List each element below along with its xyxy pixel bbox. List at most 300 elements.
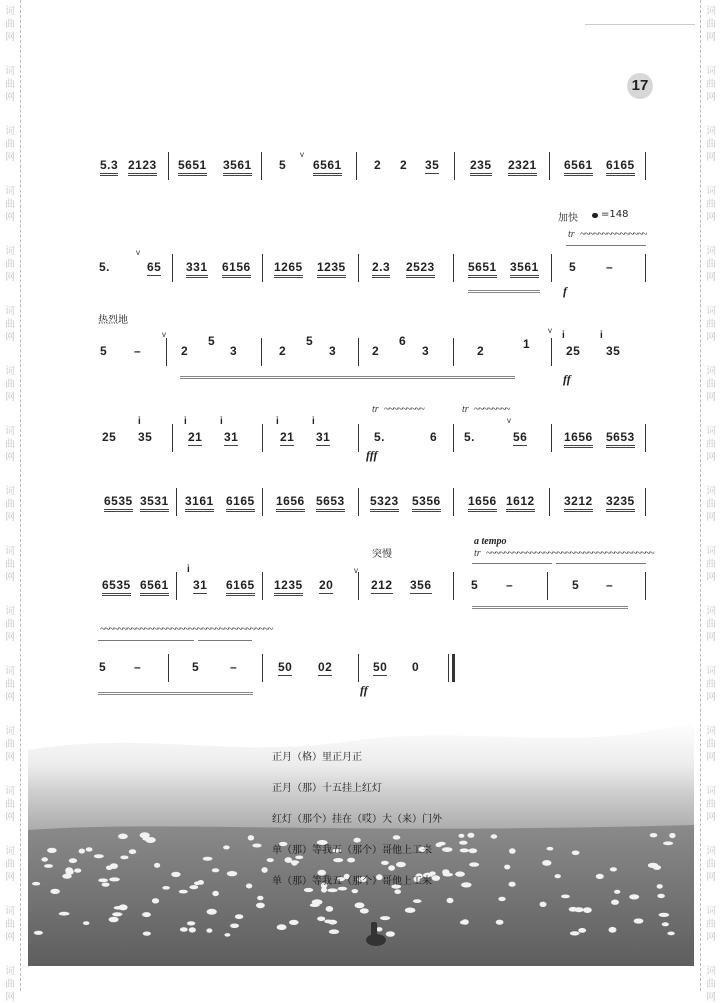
score-row-1: [96, 150, 656, 182]
barline: [549, 488, 550, 516]
trill-mark: tr: [462, 404, 469, 415]
sheep-shape: [405, 908, 416, 913]
watermark-glyph: 曲: [706, 859, 716, 870]
sheep-shape: [468, 848, 477, 853]
note-group: 1265: [274, 260, 303, 278]
dynamic-f: f: [563, 284, 567, 298]
sheep-shape: [609, 927, 617, 933]
sheep-shape: [79, 849, 85, 854]
sheep-shape: [112, 912, 122, 916]
note-group: 3212: [564, 494, 593, 512]
barline: [358, 338, 359, 366]
sheep-shape: [171, 872, 180, 877]
watermark-glyph: 词: [706, 6, 716, 17]
note-group: 6: [430, 430, 438, 444]
note-group: 02: [318, 660, 333, 674]
watermark-glyph: 曲: [5, 799, 15, 810]
note-group: 6156: [222, 260, 251, 278]
note-group: 5356: [412, 494, 441, 512]
barline: [645, 424, 646, 452]
sheep-shape: [610, 867, 617, 871]
sheep-shape: [129, 849, 136, 854]
sheep-shape: [50, 889, 60, 894]
sheep-shape: [324, 920, 332, 924]
sheep-shape: [574, 907, 583, 912]
watermark-glyph: 曲: [706, 559, 716, 570]
sheep-shape: [227, 871, 238, 876]
score-row-7: [96, 660, 656, 684]
sheep-shape: [207, 909, 217, 915]
watermark-glyph: 网: [706, 632, 716, 643]
note-group: 31: [193, 578, 208, 592]
note-group: 50: [278, 660, 293, 674]
watermark-glyph: 曲: [5, 679, 15, 690]
barline: [358, 572, 359, 600]
grace-note: i: [184, 416, 188, 427]
sheep-shape: [648, 863, 658, 868]
header-rule: [585, 24, 695, 25]
watermark-glyph: 词: [5, 66, 15, 77]
note-group: 5651: [178, 158, 207, 176]
sheep-shape: [180, 927, 188, 932]
sheep-shape: [469, 862, 479, 866]
watermark-glyph: 词: [5, 606, 15, 617]
sheep-shape: [659, 913, 670, 917]
dynamic-ff: ff: [360, 683, 368, 697]
note-group: 331: [186, 260, 208, 278]
watermark-glyph: 词: [5, 966, 15, 977]
tempo-value: =148: [601, 209, 629, 220]
watermark-glyph: 网: [5, 152, 15, 163]
sheep-shape: [355, 902, 365, 908]
sheep-shape: [295, 856, 303, 860]
sheep-shape: [386, 931, 395, 937]
sheep-shape: [212, 891, 219, 896]
watermark-glyph: 词: [706, 366, 716, 377]
note-group: 31: [224, 430, 239, 444]
trill-wave: ~~~~~~~~: [474, 404, 510, 415]
page-number: 17: [627, 73, 653, 99]
watermark-glyph: 词: [5, 546, 15, 557]
trill-mark: tr: [372, 404, 379, 415]
watermark-glyph: 网: [5, 92, 15, 103]
sheep-shape: [44, 864, 53, 868]
sheep-shape: [669, 833, 675, 838]
barline: [547, 572, 548, 600]
grace-note: i: [600, 330, 604, 341]
note-group: –: [134, 344, 142, 358]
note-group: 5: [100, 344, 108, 358]
barline: [454, 152, 455, 180]
watermark-glyph: 曲: [706, 499, 716, 510]
grace-note: i: [312, 416, 316, 427]
sheep-shape: [333, 858, 343, 862]
watermark-glyph: 网: [706, 572, 716, 583]
dynamic-ff: ff: [563, 372, 571, 386]
sheep-shape: [310, 903, 320, 907]
note-group: 6535: [102, 578, 131, 596]
note-group: 31: [316, 430, 331, 444]
note-group: 2523: [406, 260, 435, 278]
crescendo-line: [472, 606, 628, 609]
grace-note: i: [276, 416, 280, 427]
sheep-shape: [189, 927, 196, 932]
watermark-glyph: 网: [5, 212, 15, 223]
lyric-line: 单（那）等我五（那个）哥他上工来: [272, 876, 432, 887]
watermark-glyph: 词: [5, 366, 15, 377]
barline: [453, 424, 454, 452]
watermark-glyph: 曲: [706, 199, 716, 210]
barline: [551, 254, 552, 282]
watermark-glyph: 词: [5, 486, 15, 497]
barline: [358, 424, 359, 452]
sheep-shape: [69, 858, 77, 863]
note-group: 3: [422, 344, 430, 358]
score-row-6: [96, 564, 656, 602]
note-group: 235: [470, 158, 492, 176]
barline: [172, 424, 173, 452]
watermark-glyph: 网: [5, 812, 15, 823]
sheep-shape: [629, 894, 639, 899]
watermark-glyph: 网: [706, 332, 716, 343]
sheep-shape: [34, 931, 43, 935]
tie-line: [566, 245, 646, 246]
breath-mark: v: [162, 330, 166, 339]
sheep-shape: [394, 889, 401, 894]
sheep-shape: [570, 931, 580, 935]
barline: [645, 254, 646, 282]
barline: [645, 488, 646, 516]
barline: [172, 254, 173, 282]
barline: [551, 424, 552, 452]
sheep-shape: [304, 888, 313, 892]
final-barline-thick: [452, 654, 455, 682]
note-group: 5653: [606, 430, 635, 448]
note-group: 5: [471, 578, 479, 592]
watermark-glyph: 曲: [706, 79, 716, 90]
watermark-glyph: 词: [5, 246, 15, 257]
sheep-shape: [662, 922, 669, 926]
watermark-glyph: 网: [706, 992, 716, 1003]
watermark-glyph: 网: [706, 512, 716, 523]
note-group: 2123: [128, 158, 157, 176]
crescendo-line: [180, 376, 515, 379]
sheep-shape: [329, 929, 339, 934]
sheep-shape: [657, 884, 663, 889]
watermark-glyph: 词: [5, 786, 15, 797]
breath-mark: v: [507, 416, 511, 425]
watermark-glyph: 网: [706, 872, 716, 883]
watermark-glyph: 网: [5, 632, 15, 643]
sheep-shape: [596, 874, 604, 879]
watermark-glyph: 词: [5, 666, 15, 677]
sheep-shape: [393, 835, 401, 839]
note-group: 2: [374, 158, 382, 172]
barline: [453, 254, 454, 282]
note-group: 3561: [510, 260, 539, 278]
barline: [168, 654, 169, 682]
trill-mark: tr: [568, 229, 575, 240]
watermark-glyph: 网: [5, 392, 15, 403]
note-group: 6561: [140, 578, 169, 596]
watermark-glyph: 曲: [5, 19, 15, 30]
sheep-shape: [47, 848, 57, 853]
sheep-shape: [162, 886, 170, 890]
sheep-shape: [498, 897, 505, 901]
note-group: 2: [279, 344, 287, 358]
note-group: 3531: [140, 494, 169, 512]
watermark-glyph: 网: [5, 332, 15, 343]
sheep-shape: [650, 833, 658, 837]
sheep-shape: [460, 920, 467, 924]
sheep-shape: [189, 885, 198, 889]
watermark-glyph: 曲: [5, 379, 15, 390]
sheep-shape: [455, 871, 465, 876]
note-group: 35: [138, 430, 153, 444]
sheep-shape: [540, 902, 547, 907]
sheep-shape: [572, 851, 580, 856]
watermark-glyph: 词: [5, 846, 15, 857]
note-group: 6165: [226, 578, 255, 596]
watermark-glyph: 网: [706, 392, 716, 403]
note-group: 35: [606, 344, 621, 358]
watermark-glyph: 网: [5, 32, 15, 43]
note-group: 356: [410, 578, 432, 592]
watermark-glyph: 曲: [5, 79, 15, 90]
sheep-shape: [360, 908, 369, 913]
watermark-glyph: 曲: [5, 979, 15, 990]
trill-wave: ~~~~~~~~~~~~~~~~~~~~~~~~~~~~~~~~~~~~~~: [486, 548, 654, 559]
quarter-note-icon: [592, 213, 598, 218]
sheep-shape: [267, 858, 274, 862]
watermark-glyph: 曲: [706, 679, 716, 690]
sheep-shape: [277, 924, 287, 930]
watermark-glyph: 词: [706, 906, 716, 917]
sheep-shape: [663, 841, 673, 845]
barline: [549, 152, 550, 180]
watermark-glyph: 曲: [5, 139, 15, 150]
expression-sudden-slow: 突慢: [372, 549, 392, 560]
sheep-shape: [140, 832, 150, 838]
watermark-glyph: 词: [706, 126, 716, 137]
sheep-shape: [458, 834, 464, 838]
note-group: 65: [147, 260, 162, 274]
note-group: 5323: [370, 494, 399, 512]
sheep-shape: [442, 847, 453, 852]
note-group: 1656: [468, 494, 497, 512]
sheep-shape: [194, 881, 200, 885]
note-group: 25: [102, 430, 117, 444]
note-group: 1656: [276, 494, 305, 512]
sheep-shape: [491, 834, 498, 838]
note-group: 5.3: [100, 158, 118, 176]
sheep-shape: [110, 863, 118, 869]
barline: [358, 488, 359, 516]
watermark-glyph: 网: [5, 272, 15, 283]
watermark-glyph: 曲: [706, 979, 716, 990]
barline: [453, 488, 454, 516]
grassland-sheep-photo: [28, 700, 694, 966]
sheep-shape: [460, 848, 469, 852]
sheep-shape: [206, 928, 212, 932]
watermark-glyph: 曲: [5, 439, 15, 450]
dynamic-fff: fff: [366, 448, 378, 462]
sheep-shape: [109, 877, 120, 881]
sheep-shape: [443, 873, 453, 877]
note-group: 1656: [564, 430, 593, 448]
watermark-glyph: 网: [706, 452, 716, 463]
note-group: 6561: [564, 158, 593, 176]
note-group: 20: [319, 578, 334, 592]
note-group: 6165: [226, 494, 255, 512]
note-group: 25: [566, 344, 581, 358]
watermark-glyph: 词: [5, 426, 15, 437]
watermark-glyph: 曲: [706, 799, 716, 810]
sheep-shape: [248, 835, 254, 840]
note-group: –: [606, 260, 614, 274]
watermark-glyph: 词: [706, 426, 716, 437]
grace-note: i: [220, 416, 224, 427]
sheep-shape: [467, 833, 474, 838]
crescendo-line: [98, 692, 253, 695]
sheep-shape: [41, 857, 48, 861]
sheep-shape: [578, 928, 586, 933]
watermark-glyph: 网: [5, 692, 15, 703]
watermark-glyph: 曲: [706, 379, 716, 390]
sheep-shape: [547, 847, 554, 851]
watermark-glyph: 曲: [5, 859, 15, 870]
note-group: 21: [280, 430, 295, 444]
barline: [358, 254, 359, 282]
sheep-shape: [317, 917, 325, 922]
watermark-glyph: 词: [5, 6, 15, 17]
sheep-shape: [252, 844, 261, 848]
watermark-glyph: 网: [706, 152, 716, 163]
barline: [453, 572, 454, 600]
watermark-glyph: 词: [5, 126, 15, 137]
sheep-shape: [321, 887, 327, 892]
sheep-shape: [432, 875, 440, 881]
sheep-shape: [326, 906, 334, 912]
watermark-glyph: 曲: [706, 619, 716, 630]
sheep-shape: [187, 921, 195, 925]
barline: [453, 338, 454, 366]
watermark-glyph: 曲: [706, 319, 716, 330]
trill-wave: ~~~~~~~~~~~~~~~~~~~~~~~~~~~~~~~~~~~~~~~: [100, 624, 272, 635]
watermark-glyph: 词: [5, 186, 15, 197]
breath-mark: v: [548, 326, 552, 335]
sheep-shape: [94, 854, 104, 858]
sheep-shape: [396, 862, 406, 867]
watermark-glyph: 词: [706, 846, 716, 857]
watermark-glyph: 曲: [706, 919, 716, 930]
sheep-shape: [154, 863, 160, 868]
barline: [358, 654, 359, 682]
watermark-glyph: 词: [706, 606, 716, 617]
final-barline-thin: [448, 654, 449, 682]
sheep-shape: [381, 861, 389, 865]
grace-note: i: [187, 564, 191, 575]
barline: [356, 152, 357, 180]
note-group: 1: [523, 337, 531, 351]
note-group: –: [230, 660, 238, 674]
watermark-glyph: 曲: [5, 559, 15, 570]
sheep-shape: [235, 914, 243, 919]
lyric-line: 单（那）等我五（那个）哥他上工来: [272, 845, 432, 856]
sheep-shape: [509, 882, 516, 887]
barline: [262, 654, 263, 682]
sheep-shape: [657, 894, 665, 898]
sheep-shape: [102, 883, 110, 887]
sheep-shape: [179, 890, 188, 894]
expression-a-tempo: a tempo: [474, 536, 507, 547]
watermark-glyph: 曲: [5, 739, 15, 750]
note-group: 3: [329, 344, 337, 358]
barline: [166, 338, 167, 366]
sheep-shape: [555, 874, 561, 878]
watermark-glyph: 词: [706, 486, 716, 497]
note-group: 6535: [104, 494, 133, 512]
watermark-glyph: 词: [706, 786, 716, 797]
watermark-glyph: 曲: [706, 259, 716, 270]
barline: [176, 572, 177, 600]
tie-line: [198, 640, 252, 641]
breath-mark: v: [300, 150, 304, 159]
score-row-3: [96, 326, 656, 368]
watermark-glyph: 网: [706, 692, 716, 703]
sheep-shape: [611, 900, 619, 905]
sheep-shape: [509, 848, 516, 854]
watermark-glyph: 曲: [5, 199, 15, 210]
barline: [176, 488, 177, 516]
sheep-shape: [109, 917, 119, 923]
sheep-shape: [376, 927, 382, 931]
sheep-shape: [65, 867, 73, 873]
note-group: 5: [572, 578, 580, 592]
watermark-glyph: 词: [5, 306, 15, 317]
watermark-glyph: 网: [706, 92, 716, 103]
grace-note: i: [562, 330, 566, 341]
barline: [645, 152, 646, 180]
note-group: 2.3: [372, 260, 390, 278]
sheep-shape: [496, 920, 504, 925]
note-group: –: [134, 660, 142, 674]
note-group: 6165: [606, 158, 635, 176]
barline: [261, 338, 262, 366]
sheep-shape: [542, 860, 551, 866]
sheep-shape: [203, 857, 213, 861]
watermark-glyph: 网: [706, 932, 716, 943]
note-group: 6: [399, 334, 407, 348]
watermark-glyph: 词: [706, 546, 716, 557]
sheep-shape: [634, 918, 644, 923]
barline: [551, 338, 552, 366]
sheep-shape: [74, 868, 81, 872]
watermark-glyph: 词: [706, 246, 716, 257]
watermark-glyph: 网: [706, 752, 716, 763]
sheep-shape: [461, 882, 472, 887]
lyric-line: 正月（格）里正月正: [272, 752, 362, 763]
watermark-glyph: 网: [5, 872, 15, 883]
note-group: 0: [412, 660, 420, 674]
sheep-shape: [614, 890, 620, 894]
sheep-shape: [118, 834, 128, 840]
note-group: 3235: [606, 494, 635, 512]
watermark-glyph: 曲: [5, 259, 15, 270]
watermark-glyph: 词: [5, 726, 15, 737]
watermark-glyph: 词: [706, 186, 716, 197]
sheep-shape: [290, 860, 299, 864]
